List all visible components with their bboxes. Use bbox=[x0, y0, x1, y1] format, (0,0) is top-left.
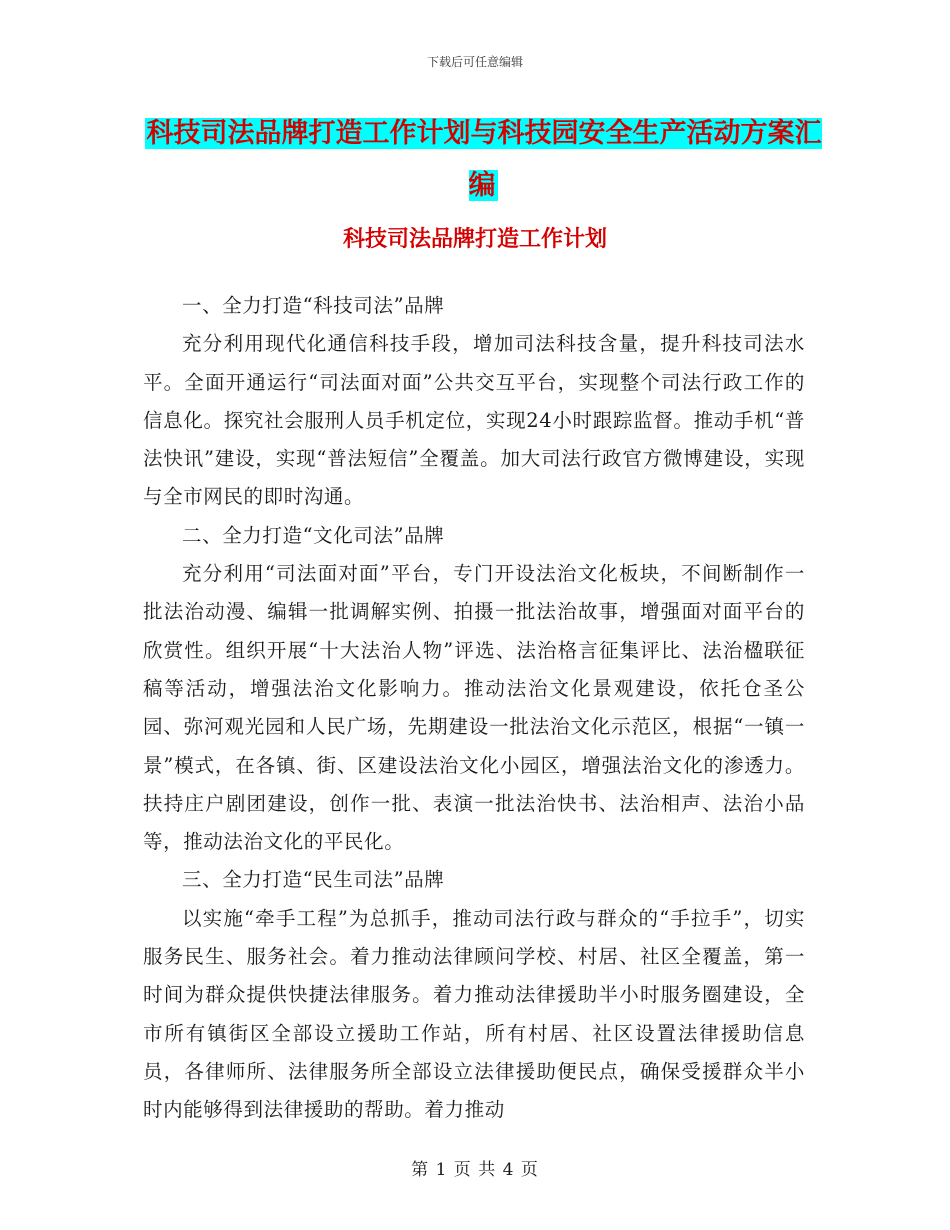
paragraph-3: 以实施“牵手工程”为总抓手，推动司法行政与群众的“手拉手”，切实服务民生、服务社会。着力推动法律顾问学校、村居、社区全覆盖，第一时间为群众提供快捷法律服务。着力推动法律援助半小时服务圈建设，全市所有镇街区全部设立援助工作站，所有村居、社区设置法律援助信息员，各律师所、法律服务所全部设立法律援助便民点，确保受援群众半小时内能够得到法律援助的帮助。着力推动 bbox=[143, 906, 805, 1122]
heading-2: 二、全力打造“文化司法”品牌 bbox=[182, 523, 445, 547]
document-title-text: 科技司法品牌打造工作计划与科技园安全生产活动方案汇编 bbox=[146, 118, 822, 201]
paragraph-2: 充分利用“司法面对面”平台，专门开设法治文化板块，不间断制作一批法治动漫、编辑一批调解实例、拍摄一批法治故事，增强面对面平台的欣赏性。组织开展“十大法治人物”评选、法治格言征集评比、法治楹联征稿等活动，增强法治文化影响力。推动法治文化景观建设，依托仓圣公园、弥河观光园和人民广场，先期建设一批法治文化示范区，根据“一镇一景”模式，在各镇、街、区建设法治文化小园区，增强法治文化的渗透力。扶持庄户剧团建设，创作一批、表演一批法治快书、法治相声、法治小品等，推动法治文化的平民化。 bbox=[143, 562, 805, 854]
body-text bbox=[143, 287, 805, 1130]
paragraph-1: 充分利用现代化通信科技手段，增加司法科技含量，提升科技司法水平。全面开通运行“司法面对面”公共交互平台，实现整个司法行政工作的信息化。探究社会服刑人员手机定位，实现24小时跟踪监督。推动手机“普法快讯”建设，实现“普法短信”全覆盖。加大司法行政官方微博建设，实现与全市网民的即时沟通。 bbox=[143, 332, 805, 509]
heading-3: 三、全力打造“民生司法”品牌 bbox=[182, 868, 445, 892]
page-footer: 第 1 页 共 4 页 bbox=[411, 1160, 539, 1180]
section-title: 科技司法品牌打造工作计划 bbox=[342, 226, 607, 252]
heading-1: 一、全力打造“科技司法”品牌 bbox=[182, 294, 445, 317]
header-note: 下载后可任意编辑 bbox=[426, 55, 523, 69]
document-title bbox=[143, 108, 823, 212]
